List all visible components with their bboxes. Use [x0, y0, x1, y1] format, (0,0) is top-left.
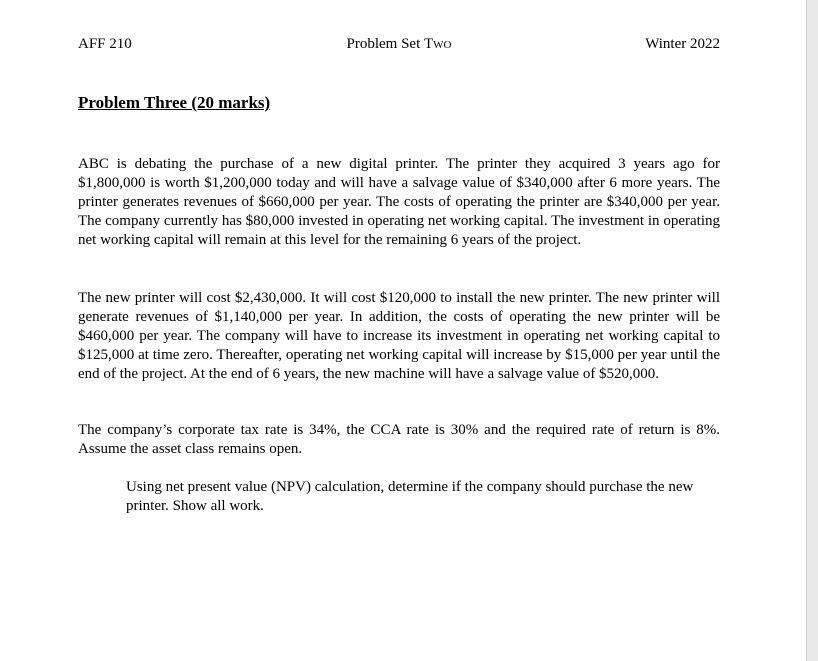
problem-title: Problem Three (20 marks) [78, 93, 271, 112]
vertical-scrollbar[interactable] [806, 0, 818, 661]
paragraph-tax-rates: The company’s corporate tax rate is 34%, the CCA rate is 30% and the required rate of return is 8%. Assume the asset class remains open. [78, 422, 720, 457]
problem-set-prefix: Problem Set [346, 36, 424, 52]
problem-set-number: Two [424, 36, 452, 52]
task-instruction: Using net present value (NPV) calculation, determine if the company should purchase the new printer. Show all work. [126, 479, 694, 514]
paragraph-new-printer: The new printer will cost $2,430,000. It will cost $120,000 to install the new printer. The new printer will generate revenues of $1,140,000 per year. In addition, the costs of operating the new printer will be $460,000 per year. The company will have to increase its investment in operating net working capital to $125,000 at time zero. Thereafter, operating net working capital will increase by $15,000 per year until the end of the project. At the end of 6 years, the new machine will have a salvage value of $520,000. [78, 290, 720, 382]
page-header [78, 36, 720, 56]
problem-set-label [78, 36, 720, 53]
course-code: AFF 210 [78, 36, 132, 52]
term-label: Winter 2022 [645, 36, 720, 52]
paragraph-current-printer: ABC is debating the purchase of a new digital printer. The printer they acquired 3 years ago for $1,800,000 is worth $1,200,000 today and will have a salvage value of $340,000 after 6 more years. The printer generates revenues of $660,000 per year. The costs of operating the printer are $340,000 per year. The company currently has $80,000 invested in operating net working capital. The investment in operating net working capital will remain at this level for the remaining 6 years of the project. [78, 156, 720, 248]
